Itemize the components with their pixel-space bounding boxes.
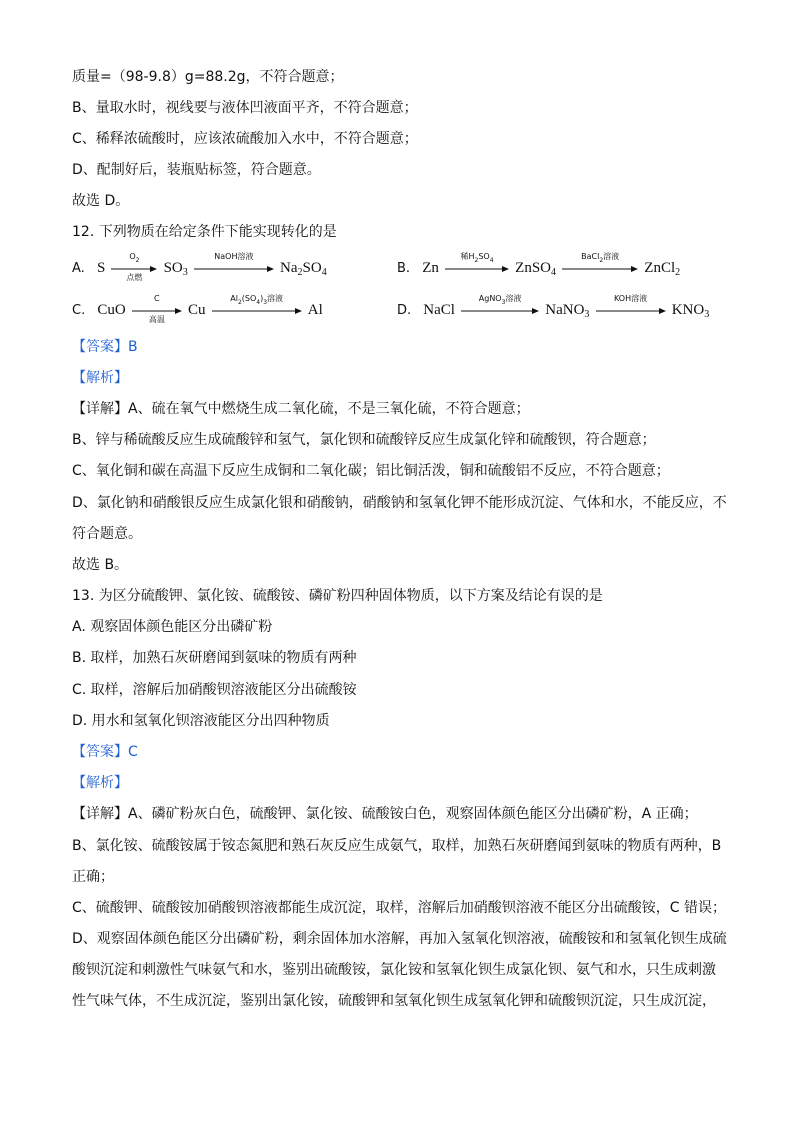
chem-formula: CuO: [97, 302, 126, 318]
text-line: 质量=（98-9.8）g=88.2g，不符合题意；: [72, 69, 344, 85]
reaction-arrow: 稀$H_2SO_4$: [445, 265, 509, 273]
text-line: 酸钡沉淀和刺激性气味氨气和水，鉴别出硫酸铵，氯化铵和氢氧化钡生成氯化钡、氨气和水，只生成刺激: [72, 962, 716, 978]
text-line: D、氯化钠和硝酸银反应生成氯化银和硝酸钠，硝酸钠和氢氧化钾不能形成沉淀、气体和水，不能反应，不: [72, 495, 727, 511]
chem-formula: S: [96, 260, 106, 276]
arrow-icon: [461, 307, 539, 315]
question-12-stem: 12. 下列物质在给定条件下能实现转化的是: [72, 224, 337, 240]
option-label: A.: [72, 261, 85, 276]
arrow-icon: [596, 307, 666, 315]
arrow-icon: [445, 265, 509, 273]
text-line: 故选 D。: [72, 193, 130, 209]
arrow-icon: [111, 265, 157, 273]
reaction-arrow: BaCl$_2$溶液: [562, 265, 638, 273]
text-line: C、硫酸钾、硫酸铵加硝酸钡溶液都能生成沉淀，取样，溶解后加硝酸钡溶液不能区分出硫酸铵，C 错误；: [72, 900, 726, 916]
chem-formula: NaNO$_3$: [545, 302, 590, 320]
chem-formula: NaCl: [423, 302, 455, 318]
text-line: 【详解】A、硫在氧气中燃烧生成二氧化硫，不是三氧化硫，不符合题意；: [72, 401, 530, 417]
arrow-icon: [194, 265, 274, 273]
option-line: A. 观察固体颜色能区分出磷矿粉: [72, 619, 273, 635]
arrow-icon: [562, 265, 638, 273]
reaction-arrow: AgNO$_3$溶液: [461, 307, 539, 315]
text-line: 【详解】A、磷矿粉灰白色，硫酸钾、氯化铵、硫酸铵白色，观察固体颜色能区分出磷矿粉，A 正确；: [72, 806, 698, 822]
text-line: D、配制好后，装瓶贴标签，符合题意。: [72, 162, 321, 178]
option-c: [72, 293, 323, 324]
text-line: B、量取水时，视线要与液体凹液面平齐，不符合题意；: [72, 100, 418, 116]
question-13-stem: 13. 为区分硫酸钾、氯化铵、硫酸铵、磷矿粉四种固体物质，以下方案及结论有误的是: [72, 588, 603, 604]
analysis-label: 【解析】: [72, 370, 128, 386]
option-line: B. 取样，加熟石灰研磨闻到氨味的物质有两种: [72, 650, 357, 666]
text-line: D、观察固体颜色能区分出磷矿粉，剩余固体加水溶解，再加入氢氧化钡溶液，硫酸铵和和氢氧化钡生成硫: [72, 931, 727, 947]
reaction-arrow: $O_2$ 点燃: [111, 265, 157, 273]
answer-label: 【答案】C: [72, 744, 138, 760]
option-label: B.: [397, 261, 411, 276]
chem-formula: Cu: [187, 302, 206, 318]
reaction-arrow: $Al_2(SO_4)_3$溶液: [212, 307, 302, 315]
chem-formula: Al: [307, 302, 323, 318]
option-d: [397, 293, 710, 325]
chem-formula: $Na_2SO_4$: [280, 260, 327, 278]
answer-label: 【答案】B: [72, 339, 138, 355]
option-a: [72, 251, 327, 283]
chem-formula: Zn: [422, 260, 439, 276]
text-line: C、稀释浓硫酸时，应该浓硫酸加入水中，不符合题意；: [72, 131, 418, 147]
arrow-icon: [212, 307, 302, 315]
text-line: 性气味气体，不生成沉淀，鉴别出氯化铵，硫酸钾和氢氧化钡生成氢氧化钾和硫酸钡沉淀，只生成沉淀，: [72, 993, 716, 1009]
reaction-arrow: C 高温: [132, 307, 182, 315]
option-b: [397, 251, 681, 283]
text-line: 正确；: [72, 869, 114, 885]
text-line: B、氯化铵、硫酸铵属于铵态氮肥和熟石灰反应生成氨气，取样，加熟石灰研磨闻到氨味的物质有两种，B: [72, 838, 722, 854]
option-line: D. 用水和氢氧化钡溶液能区分出四种物质: [72, 713, 330, 729]
option-label: D.: [397, 303, 412, 318]
option-line: C. 取样，溶解后加硝酸钡溶液能区分出硫酸铵: [72, 682, 357, 698]
text-line: C、氧化铜和碳在高温下反应生成铜和二氧化碳；铝比铜活泼，铜和硫酸铝不反应，不符合题意；: [72, 463, 670, 479]
chem-formula: ZnSO$_4$: [515, 260, 556, 278]
text-line: B、锌与稀硫酸反应生成硫酸锌和氢气，氯化钡和硫酸锌反应生成氯化锌和硫酸钡，符合题意；: [72, 432, 656, 448]
text-line: 符合题意。: [72, 526, 142, 542]
chem-formula: $SO_3$: [163, 260, 188, 278]
option-label: C.: [72, 303, 86, 318]
chem-formula: $KNO_3$: [671, 302, 710, 320]
text-line: 故选 B。: [72, 557, 129, 573]
arrow-icon: [132, 307, 182, 315]
reaction-arrow: KOH溶液: [596, 307, 666, 315]
chem-formula: ZnCl$_2$: [644, 260, 681, 278]
analysis-label: 【解析】: [72, 775, 128, 791]
reaction-arrow: NaOH溶液: [194, 265, 274, 273]
